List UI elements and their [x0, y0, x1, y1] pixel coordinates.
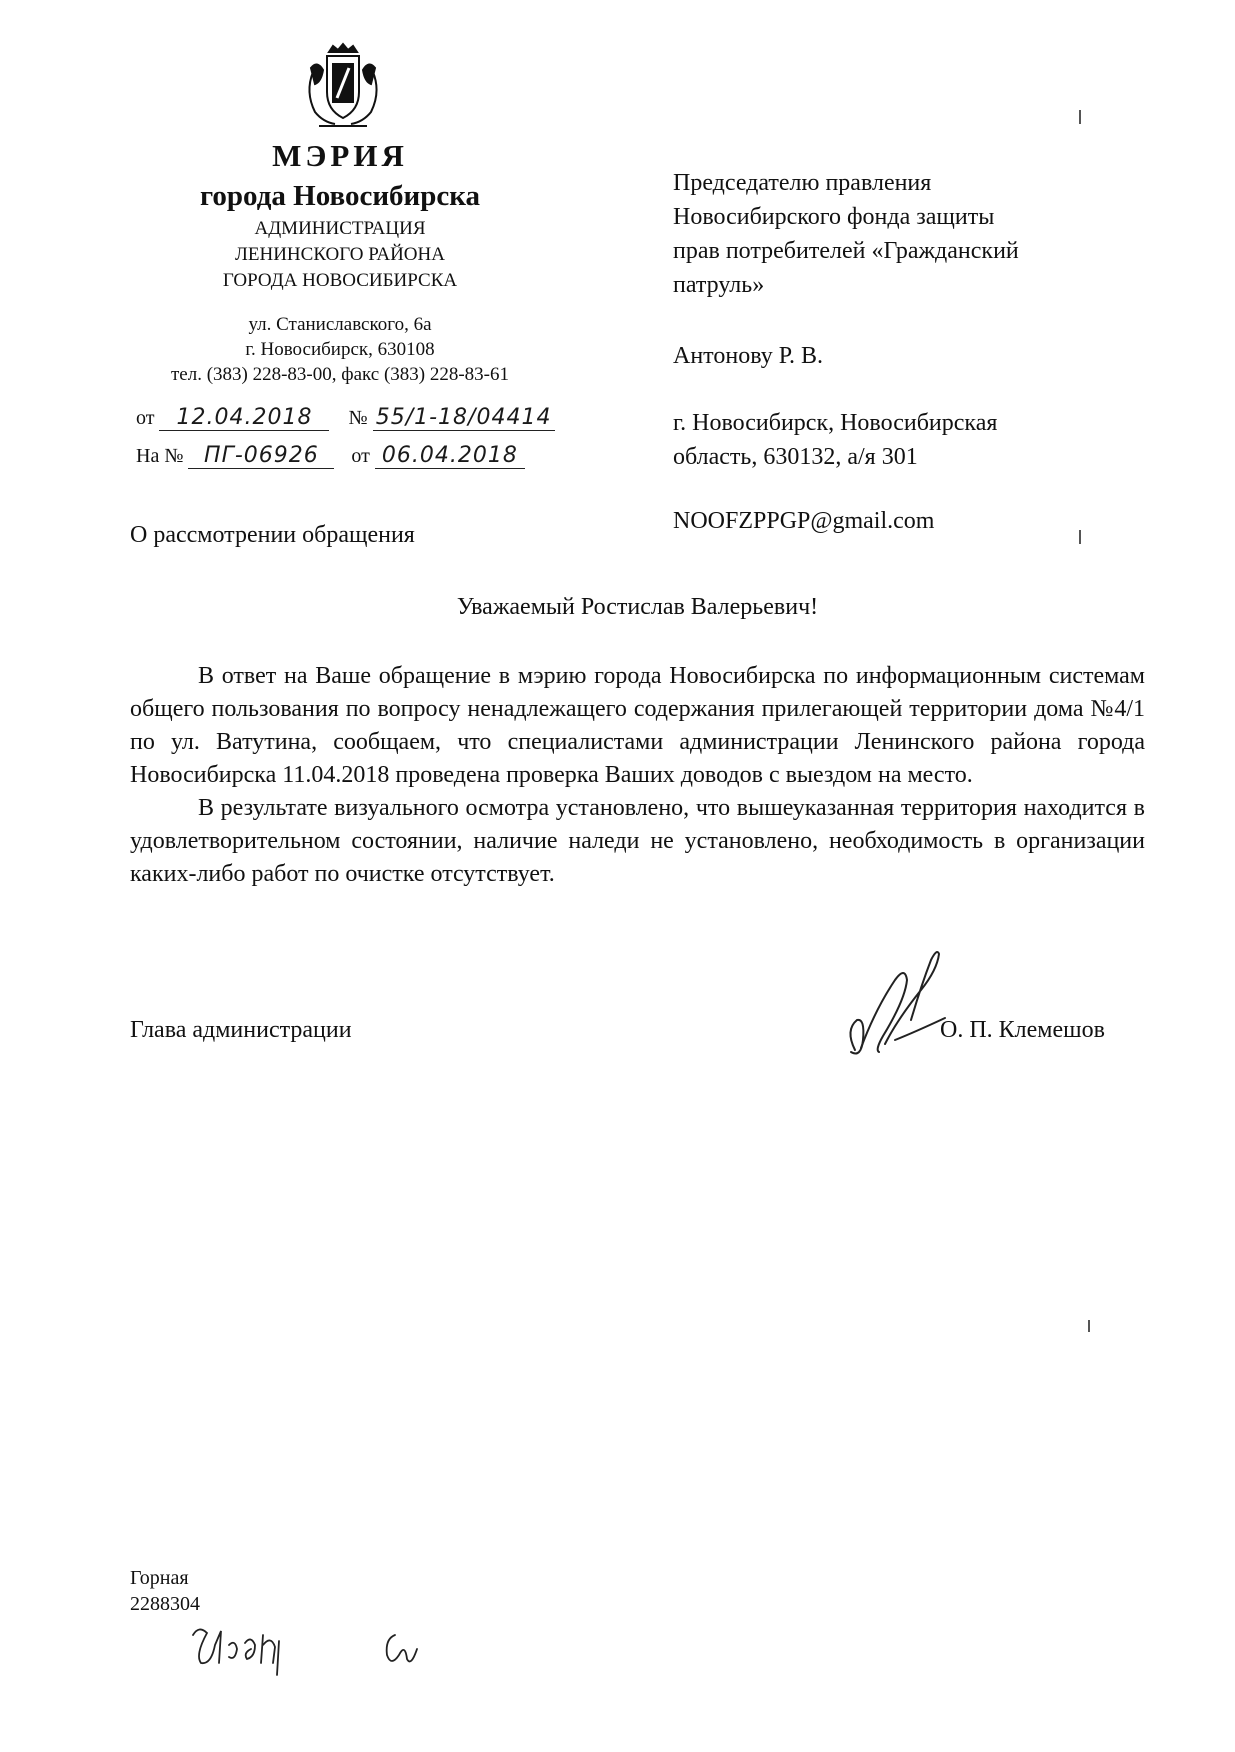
recipient-email: NOOFZPPGP@gmail.com — [673, 508, 935, 534]
city-title: города Новосибирска — [199, 180, 481, 212]
executor-name: Горная — [130, 1567, 189, 1589]
scan-artifact — [1088, 1320, 1090, 1332]
recipient-line: Новосибирского фонда защиты — [673, 204, 995, 230]
from-label: от — [136, 407, 155, 429]
number-label: № — [348, 407, 368, 429]
address-line: г. Новосибирск, 630108 — [245, 339, 435, 360]
recipient-name: Антонову Р. В. — [673, 343, 824, 369]
admin-line: ЛЕНИНСКОГО РАЙОНА — [235, 244, 445, 265]
outgoing-date: 12.04.2018 — [159, 405, 329, 431]
admin-line: ГОРОДА НОВОСИБИРСКА — [222, 270, 458, 291]
signatory-title: Глава администрации — [130, 1017, 352, 1043]
body-paragraph: В ответ на Ваше обращение в мэрию города Новосибирска по информационным системам общего пользования по вопросу ненадлежащего содержания прилегающей территории дома №4/1 по ул. Ватутина, сообщаем, что специалистами администрации Ленинского района города Новосибирска 11.04.2018 проведена проверка Ваших доводов с выездом на место. — [130, 663, 1145, 788]
reply-row — [136, 443, 525, 469]
recipient-address — [673, 406, 1133, 474]
letter-body — [130, 660, 1145, 891]
address-line: ул. Станиславского, 6а — [248, 314, 432, 335]
letter-subject: О рассмотрении обращения — [130, 522, 415, 548]
outgoing-date-row — [136, 405, 555, 431]
reply-number: ПГ-06926 — [188, 443, 334, 469]
reply-label: На № — [136, 445, 184, 467]
scan-artifact — [1079, 530, 1081, 544]
outgoing-number: 55/1-18/04414 — [373, 405, 555, 431]
handwritten-signature — [835, 940, 965, 1070]
coat-of-arms-emblem — [293, 42, 393, 132]
recipient-line: Председателю правления — [673, 170, 932, 196]
handwritten-marks — [185, 1605, 445, 1680]
recipient-position — [673, 166, 1133, 302]
body-paragraph: В результате визуального осмотра установлено, что вышеуказанная территория находится в удовлетворительном состоянии, наличие наледи не установлено, необходимость в организации каких-либо работ по очистке отсутствует. — [130, 795, 1145, 887]
greeting: Уважаемый Ростислав Валерьевич! — [456, 594, 819, 620]
recipient-address-line: область, 630132, а/я 301 — [673, 444, 918, 470]
reply-from-label: от — [351, 445, 370, 467]
recipient-address-line: г. Новосибирск, Новосибирская — [673, 410, 998, 436]
recipient-line: патруль» — [673, 272, 765, 298]
reply-date: 06.04.2018 — [375, 443, 525, 469]
admin-line: АДМИНИСТРАЦИЯ — [254, 218, 426, 239]
scan-artifact — [1079, 110, 1081, 124]
executor-phone: 2288304 — [130, 1593, 200, 1615]
signatory-name: О. П. Клемешов — [940, 1017, 1105, 1043]
recipient-line: прав потребителей «Гражданский — [673, 238, 1019, 264]
address-line: тел. (383) 228-83-00, факс (383) 228-83-61 — [170, 364, 510, 385]
mayoralty-title: МЭРИЯ — [272, 138, 408, 173]
